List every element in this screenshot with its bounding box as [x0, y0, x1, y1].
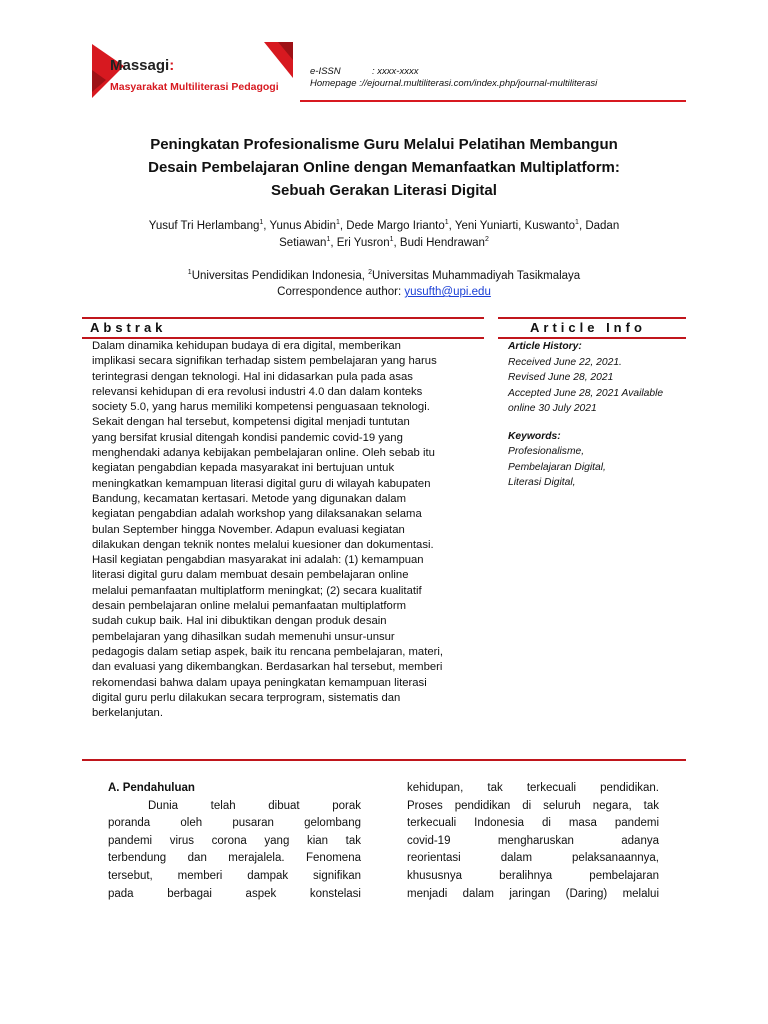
correspondence-email-link[interactable]: yusufth@upi.edu: [404, 286, 491, 298]
abstract-line: society 5.0, yang harus memiliki kompetensi penguasaan teknologi.: [92, 401, 430, 414]
body-line: Proses pendidikan di seluruh negara, tak: [407, 799, 659, 812]
keyword: Pembelajaran Digital,: [508, 461, 606, 473]
logo-name: Massagi:: [110, 57, 175, 74]
author-name: Yunus Abidin: [269, 220, 336, 232]
author-sep: , Dadan: [578, 220, 620, 232]
abstract-line: Sekait dengan hal tersebut, kompetensi digital menjadi tuntutan: [92, 416, 410, 429]
affiliations: [80, 268, 688, 300]
affil-sup: 1: [187, 269, 192, 277]
abstract-line: dan evaluasi yang dikembangkan. Berdasarkan hal tersebut, memberi: [92, 661, 443, 674]
accepted-date: Accepted June 28, 2021 Available: [508, 387, 664, 399]
intro-paragraph: [108, 798, 361, 904]
author-line-1: [80, 218, 688, 235]
author-sup: 1: [259, 219, 264, 227]
body-line: pandemi virus corona yang kian tak: [108, 834, 361, 847]
affiliation-line: [80, 268, 688, 284]
journal-meta: [310, 66, 597, 90]
keyword: Profesionalisme,: [508, 446, 585, 457]
title-line: Desain Pembelajaran Online dengan Memanfaatkan Multiplatform:: [148, 159, 620, 176]
body-line: terkecuali Indonesia di masa pandemi: [407, 817, 659, 830]
body-left-column: [108, 780, 361, 903]
author-sup: 1: [389, 236, 394, 244]
abstract-line: implikasi secara signifikan terhadap sistem pembelajaran yang harus: [92, 355, 437, 368]
author-sup: 1: [575, 219, 579, 227]
available-date: online 30 July 2021: [508, 403, 597, 414]
body-line: khususnya beralihnya pembelajaran: [407, 869, 659, 882]
author-name: Eri Yusron: [336, 237, 390, 249]
title-line: Sebuah Gerakan Literasi Digital: [271, 182, 497, 199]
keywords-label: Keywords:: [508, 430, 561, 442]
abstract-line: rekomendasi bahwa dalam upaya peningkatan kemampuan literasi: [92, 676, 427, 689]
body-line: terbendung dan merajalela. Fenomena: [108, 852, 361, 865]
body-line: poranda oleh pusaran gelombang: [108, 817, 361, 830]
history-label: Article History:: [508, 341, 582, 352]
affil-inst: Universitas Pendidikan Indonesia,: [191, 270, 369, 282]
abstract-line: Dalam dinamika kehidupan budaya di era digital, memberikan: [92, 340, 401, 352]
body-line: reorientasi dalam pelaksanaannya,: [407, 852, 659, 865]
header-rule: [300, 100, 686, 102]
abstract-line: yang bersifat krusial ditengah kondisi pandemic covid-19 yang: [92, 431, 403, 444]
correspondence-line: [80, 284, 688, 300]
author-name: Dede Margo Irianto: [346, 220, 445, 232]
author-sup: 2: [484, 236, 489, 244]
abstract-line: terintegrasi dengan teknologi. Hal ini didasarkan pula pada asas: [92, 370, 413, 383]
homepage-line[interactable]: Homepage ://ejournal.multiliterasi.com/index.php/journal-multiliterasi: [310, 78, 598, 89]
abstract-line: meningkatkan kemampuan literasi digital guru di wilayah kabupaten: [92, 477, 431, 490]
journal-logo: [88, 40, 293, 100]
article-info-heading: Article Info: [530, 320, 646, 335]
section-heading: A. Pendahuluan: [108, 782, 195, 794]
eissn-value: : xxxx-xxxx: [372, 66, 419, 77]
section-divider-rule: [82, 759, 686, 761]
correspondence-label: Correspondence author:: [277, 286, 405, 298]
received-date: Received June 22, 2021.: [508, 356, 622, 368]
paper-title: [80, 133, 688, 202]
abstract-line: desain pembelajaran online melalui pemanfaatan multiplatform: [92, 600, 406, 613]
author-sup: 1: [335, 219, 340, 227]
author-line-2: [80, 235, 688, 252]
author-sep: ,: [330, 237, 337, 249]
author-sup: 1: [444, 219, 449, 227]
keyword: Literasi Digital,: [508, 477, 576, 488]
body-line: kehidupan, tak terkecuali pendidikan.: [407, 782, 659, 794]
spacer: [508, 417, 683, 429]
abstract-line: Hasil kegiatan pengabdian masyarakat ini adalah: (1) kemampuan: [92, 554, 424, 567]
abstract-line: menghendaki adanya kebijakan pembelajaran online. Oleh sebab itu: [92, 447, 435, 460]
abstract-top-rule: [82, 317, 484, 319]
logo-subtitle: Masyarakat Multiliterasi Pedagogi: [110, 81, 279, 93]
author-sep: ,: [339, 220, 347, 232]
author-sep: ,: [263, 220, 270, 232]
abstract-line: kegiatan pengabdian kepada masyarakat ini bertujuan untuk: [92, 462, 395, 475]
abstract-line: literasi digital guru dalam membuat desain pembelajaran online: [92, 569, 409, 582]
author-sup: 1: [326, 236, 331, 244]
abstract-line: bulan September hingga November. Adapun evaluasi kegiatan: [92, 523, 405, 536]
abstract-line: sudah cukup baik. Hal ini dibuktikan dengan produk desain: [92, 615, 387, 628]
eissn-row: [310, 66, 597, 78]
article-info: [508, 339, 683, 491]
body-line: menjadi dalam jaringan (Daring) melalui: [407, 887, 659, 900]
eissn-label: e-ISSN: [310, 66, 341, 77]
abstract-line: digital guru perlu dilakukan secara terprogram, sistematis dan: [92, 691, 401, 704]
revised-date: Revised June 28, 2021: [508, 372, 614, 383]
abstract-line: relevansi kehidupan di era revolusi industri 4.0 dan dalam konteks: [92, 385, 423, 398]
abstract-line: pedagogis dalam setiap aspek, baik itu rencana pembelajaran, materi,: [92, 645, 444, 658]
author-list: [80, 218, 688, 252]
body-right-column: [407, 780, 659, 903]
author-sep: ,: [448, 220, 455, 232]
author-name: Budi Hendrawan: [399, 237, 485, 249]
author-name: Setiawan: [279, 237, 327, 249]
title-line: Peningkatan Profesionalisme Guru Melalui Pelatihan Membangun: [150, 136, 618, 153]
affil-sup: 2: [368, 269, 373, 277]
abstract-line: pembelajaran yang dihasilkan sudah memenuhi unsur-unsur: [92, 630, 395, 643]
body-line: pada berbagai aspek konstelasi: [108, 887, 361, 900]
author-name: Yeni Yuniarti, Kuswanto: [454, 220, 576, 232]
abstract-line: melalui pemanfaatan multiplatform meningkat; (2) secara kualitatif: [92, 584, 422, 597]
abstract-body: [92, 339, 478, 721]
abstract-line: Bandung, kecamatan kertasari. Metode yang digunakan dalam: [92, 492, 407, 505]
author-sep: ,: [393, 237, 400, 249]
abstract-heading: Abstrak: [90, 320, 167, 335]
body-line: Dunia telah dibuat porak: [148, 799, 361, 812]
abstract-line-last: berkelanjutan.: [92, 707, 163, 720]
affil-inst: Universitas Muhammadiyah Tasikmalaya: [372, 270, 581, 282]
body-line: tersebut, memberi dampak signifikan: [108, 869, 361, 882]
body-line: covid-19 mengharuskan adanya: [407, 834, 659, 847]
abstract-line: dilakukan dengan teknik nontes melalui kuesioner dan dokumentasi.: [92, 538, 434, 551]
info-top-rule: [498, 317, 686, 319]
author-name: Yusuf Tri Herlambang: [148, 220, 260, 232]
abstract-line: kegiatan pengabdian adalah workshop yang dilaksanakan selama: [92, 508, 422, 521]
